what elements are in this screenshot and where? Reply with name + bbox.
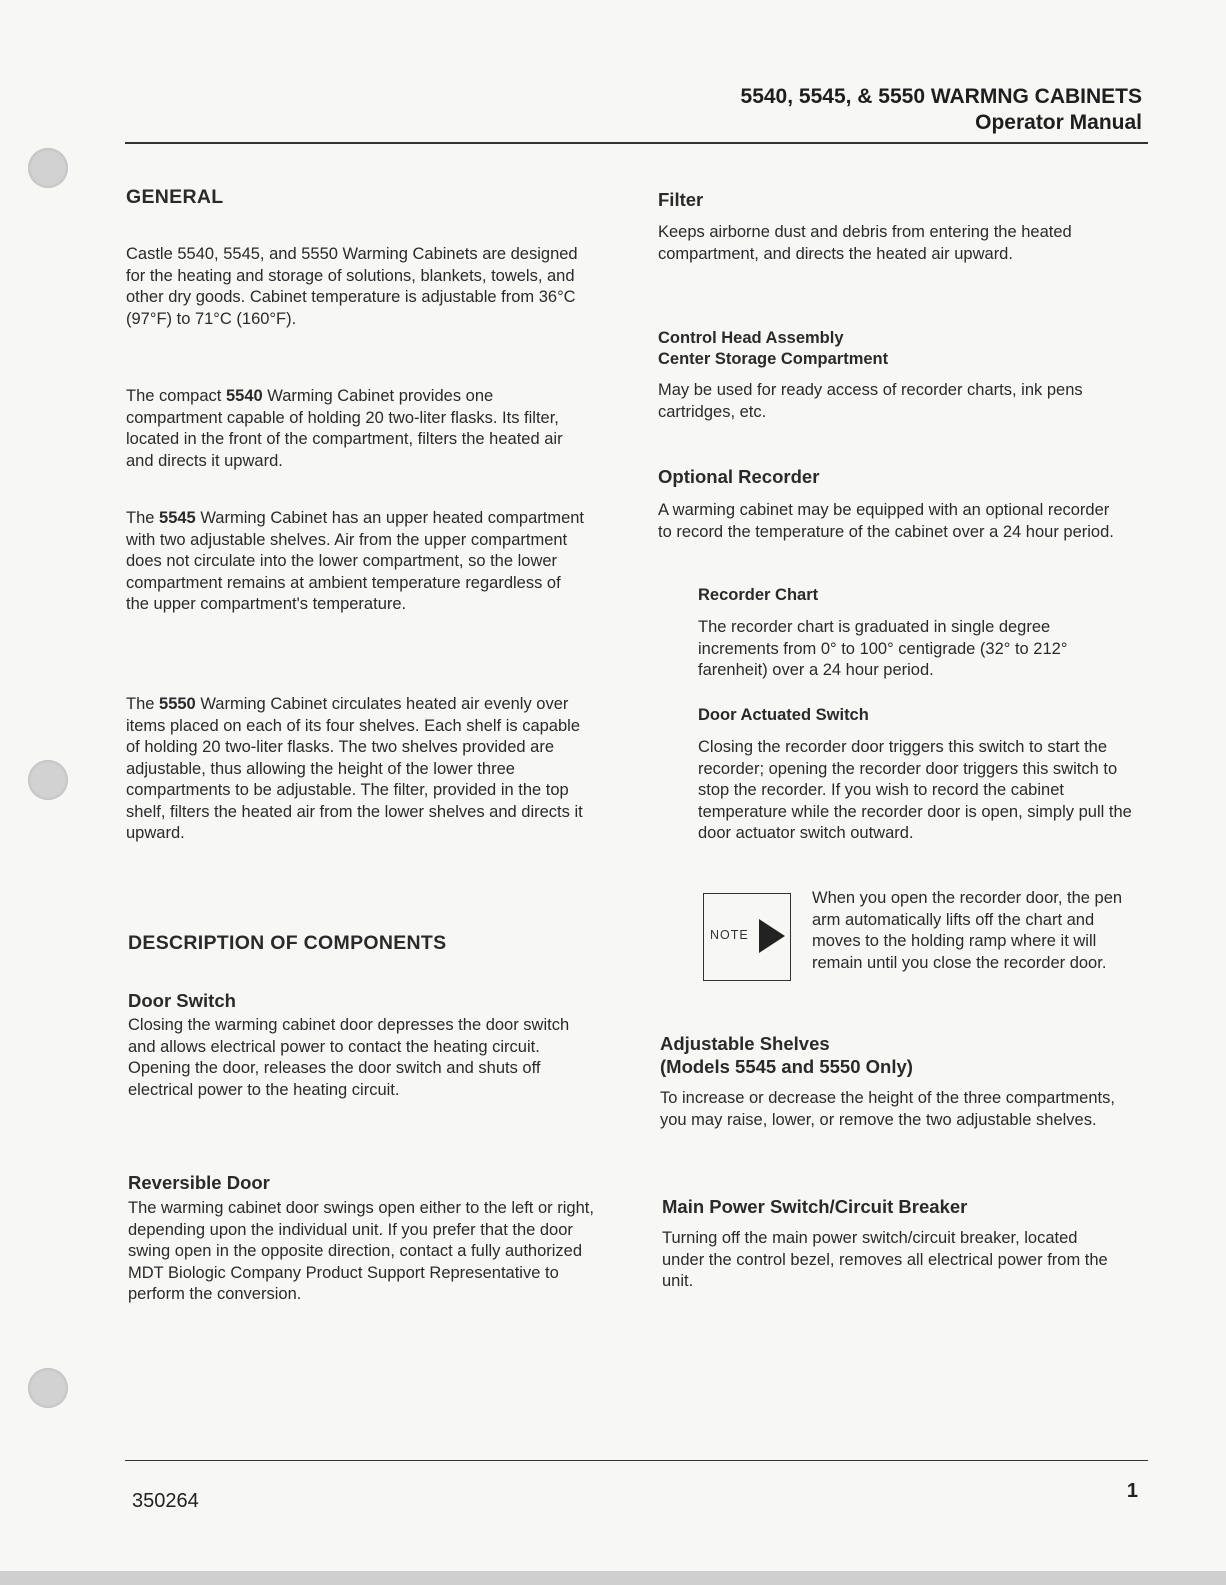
reversible-door-text: The warming cabinet door swings open either to the left or right, depending upon the individual unit. If you prefer that the door swing open in the opposite direction, contact a fully authorized MDT Biologic Company Product Support Representative to perform the conversion. xyxy=(128,1199,594,1303)
model-5540: 5540 xyxy=(225,387,263,405)
recorder-chart-text: The recorder chart is graduated in single degree increments from 0° to 100° centigrade (32° to 212° farenheit) over a 24 hour period. xyxy=(698,618,1068,679)
filter-title: Filter xyxy=(658,189,704,210)
header-rule xyxy=(125,142,1148,144)
p2-body: Warming Cabinet provides one compartment capable of holding 20 two-liter flasks. Its filter, located in the front of the compartment, filters the heated air and directs it upward. xyxy=(126,387,563,470)
p3-body: Warming Cabinet has an upper heated compartment with two adjustable shelves. Air from the upper compartment does not circulate into the lower compartment, so the lower compartment remains at ambient temperature regardless of the upper compartment's temperature. xyxy=(126,509,585,613)
model-5545: 5545 xyxy=(159,509,196,527)
general-paragraph-1: Castle 5540, 5545, and 5550 Warming Cabinets are designed for the heating and storage of solutions, blankets, towels, and other dry goods. Cabinet temperature is adjustable from 36°C (97°F) to 71°C (160°F). xyxy=(126,245,578,328)
binder-hole-top xyxy=(28,148,68,188)
page-header xyxy=(741,84,1142,136)
note-arrow-icon xyxy=(759,919,785,953)
control-head-text: May be used for ready access of recorder charts, ink pens cartridges, etc. xyxy=(658,381,1083,421)
control-head-title-line2: Center Storage Compartment xyxy=(658,350,889,368)
adjustable-shelves-title-line1: Adjustable Shelves xyxy=(660,1033,830,1054)
filter-text: Keeps airborne dust and debris from entering the heated compartment, and directs the heated air upward. xyxy=(658,223,1072,263)
p4-body: Warming Cabinet circulates heated air evenly over items placed on each of its four shelves. Each shelf is capable of holding 20 two-liter flasks. The two shelves provided are adjustable, thus allowing the height of the lower three compartments to be adjustable. The filter, provided in the top shelf, filters the heated air from the lower shelves and directs it upward. xyxy=(126,695,583,842)
header-subtitle: Operator Manual xyxy=(975,111,1142,134)
optional-recorder-text: A warming cabinet may be equipped with an optional recorder to record the temperature of the cabinet over a 24 hour period. xyxy=(658,501,1114,541)
p4-prefix: The xyxy=(126,695,160,713)
door-switch-text: Closing the warming cabinet door depresses the door switch and allows electrical power to contact the heating circuit. Opening the door, releases the door switch and shuts off electrical power to the heating circuit. xyxy=(128,1016,570,1099)
components-heading: DESCRIPTION OF COMPONENTS xyxy=(128,932,447,954)
recorder-chart-title: Recorder Chart xyxy=(698,586,819,604)
control-head-title xyxy=(658,328,888,370)
scan-edge xyxy=(0,1571,1226,1585)
adjustable-shelves-title xyxy=(660,1032,913,1078)
general-heading: GENERAL xyxy=(126,186,224,208)
main-power-text: Turning off the main power switch/circuit breaker, located under the control bezel, removes all electrical power from the unit. xyxy=(662,1229,1108,1290)
page-number: 1 xyxy=(1126,1480,1138,1502)
control-head-title-line1: Control Head Assembly xyxy=(658,329,844,347)
p3-prefix: The xyxy=(126,509,160,527)
door-actuated-text: Closing the recorder door triggers this switch to start the recorder; opening the recorder door triggers this switch to stop the recorder. If you wish to record the cabinet temperature while the recorder door is open, simply pull the door actuator switch outward. xyxy=(698,738,1132,842)
binder-hole-middle xyxy=(28,760,68,800)
p2-prefix: The compact xyxy=(126,387,226,405)
general-paragraph-4 xyxy=(126,694,594,845)
footer-rule xyxy=(125,1460,1148,1461)
note-text: When you open the recorder door, the pen arm automatically lifts off the chart and moves to the holding ramp where it will remain until you close the recorder door. xyxy=(812,889,1123,972)
note-label: NOTE xyxy=(710,928,749,942)
door-switch-title: Door Switch xyxy=(128,990,236,1011)
header-title: 5540, 5545, & 5550 WARMNG CABINETS xyxy=(740,85,1142,108)
binder-hole-bottom xyxy=(28,1368,68,1408)
main-power-title: Main Power Switch/Circuit Breaker xyxy=(662,1196,968,1217)
general-paragraph-3 xyxy=(126,508,586,616)
reversible-door-title: Reversible Door xyxy=(128,1172,270,1193)
adjustable-shelves-title-line2: (Models 5545 and 5550 Only) xyxy=(660,1056,913,1077)
optional-recorder-title: Optional Recorder xyxy=(658,466,820,487)
door-actuated-title: Door Actuated Switch xyxy=(698,706,869,724)
document-number: 350264 xyxy=(132,1490,199,1512)
adjustable-shelves-text: To increase or decrease the height of the three compartments, you may raise, lower, or remove the two adjustable shelves. xyxy=(660,1089,1115,1129)
note-box xyxy=(703,893,791,981)
general-paragraph-2 xyxy=(126,386,594,472)
model-5550: 5550 xyxy=(159,695,196,713)
